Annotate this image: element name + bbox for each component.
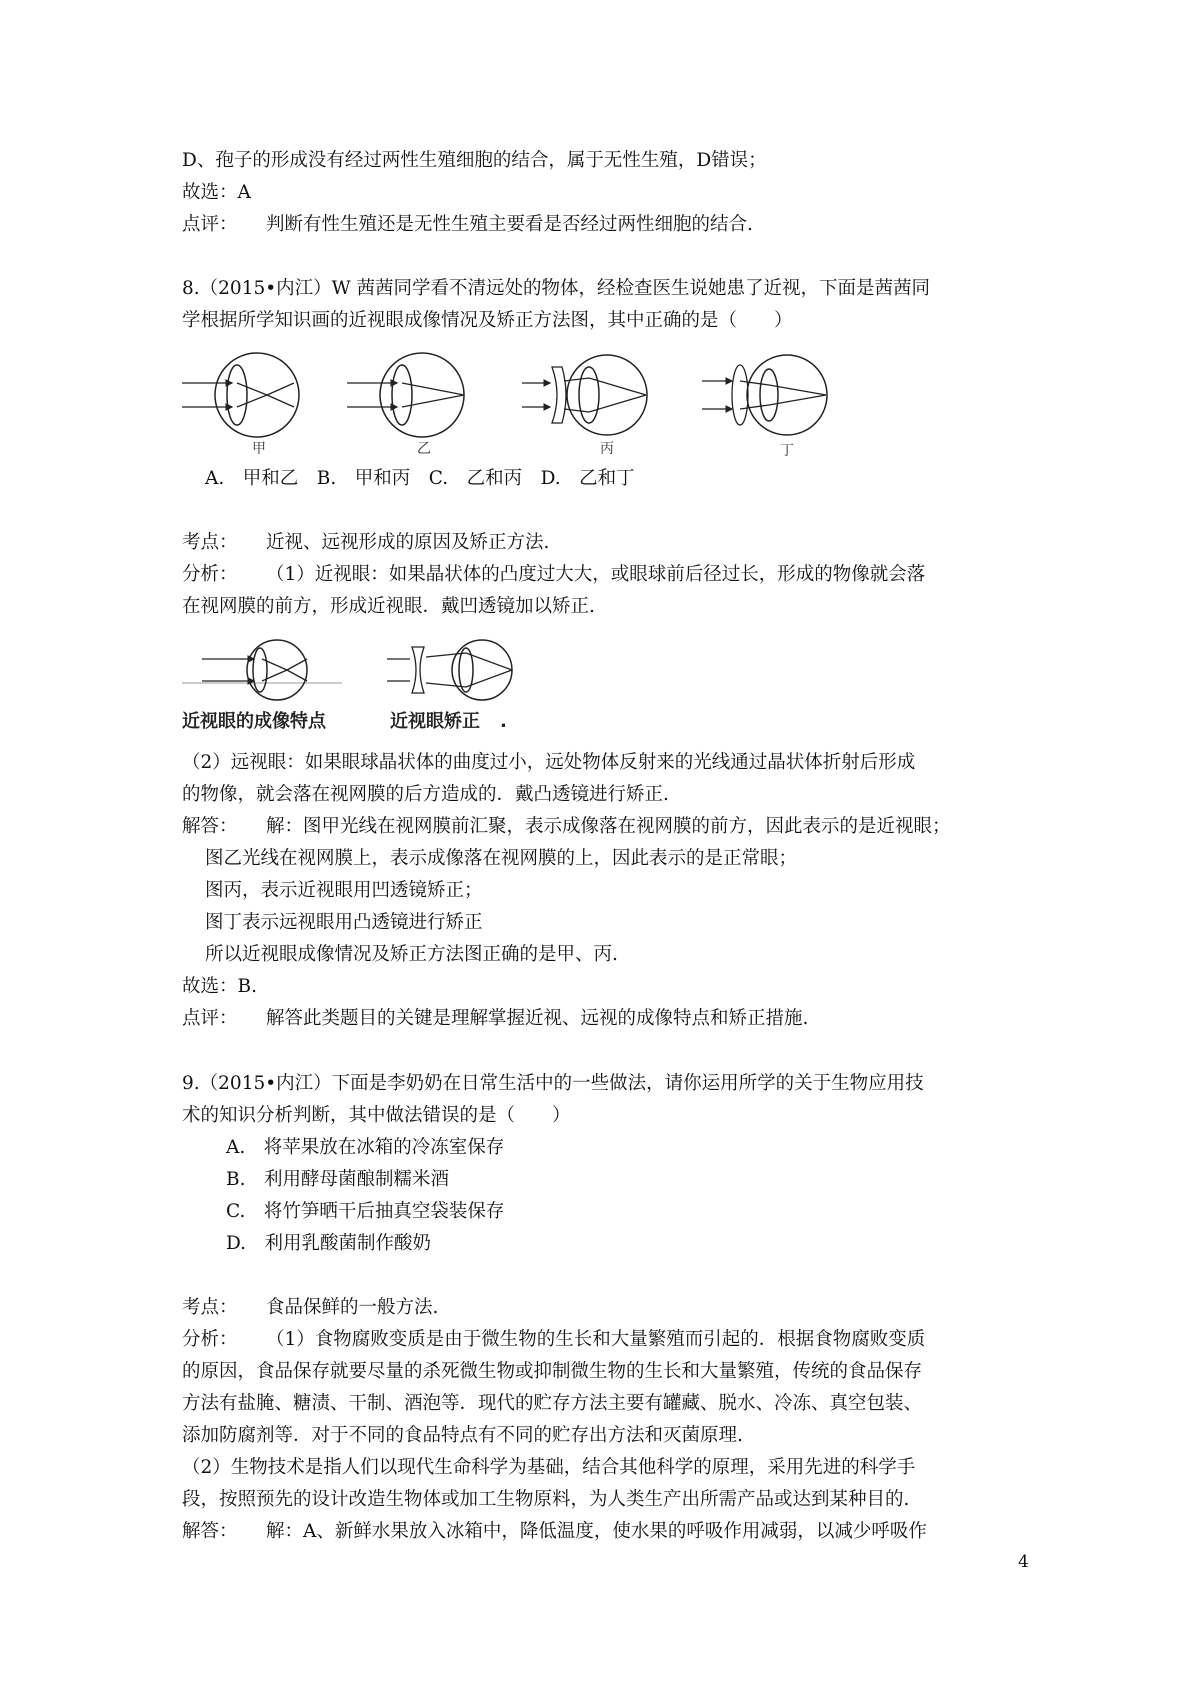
q9-fenxi-line2: 的原因，食品保存就要尽量的杀死微生物或抑制微生物的生长和大量繁殖，传统的食品保存	[182, 1361, 923, 1382]
label-bing: 丙	[600, 441, 614, 457]
q8-jieda-line1	[182, 814, 951, 840]
q7-answer: 故选：A	[182, 182, 251, 203]
myopia-figure	[182, 635, 542, 735]
q8-comment	[182, 1006, 808, 1032]
q8-jieda-line5: 所以近视眼成像情况及矫正方法图正确的是甲、丙.	[205, 944, 618, 965]
q8-jieda-line2: 图乙光线在视网膜上，表示成像落在视网膜的上，因此表示的是正常眼；	[205, 848, 798, 869]
fenxi-label: 分析：	[182, 1329, 238, 1350]
caption-myopia-correction: 近视眼矫正	[390, 711, 480, 732]
comment-label: 点评：	[182, 214, 238, 235]
q9-option-c: C. 将竹笋晒干后抽真空袋装保存	[226, 1201, 505, 1222]
eye-diagram-bing	[522, 355, 647, 457]
kaodian-text: 食品保鲜的一般方法.	[266, 1297, 439, 1318]
page-number: 4	[1018, 1552, 1029, 1572]
fenxi-text: （1）近视眼：如果晶状体的凸度过大大，或眼球前后径过长，形成的物像就会落	[266, 564, 926, 585]
q7-comment	[182, 212, 753, 238]
comment-text: 解答此类题目的关键是理解掌握近视、远视的成像特点和矫正措施.	[266, 1008, 809, 1029]
jieda-text: 解：图甲光线在视网膜前汇聚，表示成像落在视网膜的前方，因此表示的是近视眼；	[266, 816, 951, 837]
q9-fenxi-line4: 添加防腐剂等．对于不同的食品特点有不同的贮存出方法和灭菌原理.	[182, 1425, 743, 1446]
eye-diagram-ding	[702, 355, 827, 459]
q9-fenxi-line1	[182, 1327, 925, 1353]
fenxi-label: 分析：	[182, 564, 238, 585]
q8-answer: 故选：B.	[182, 976, 257, 997]
q8-stem-line2: 学根据所学知识画的近视眼成像情况及矫正方法图，其中正确的是（ ）	[182, 310, 793, 331]
q8-fenxi-line3: （2）远视眼：如果眼球晶状体的曲度过小，远处物体反射来的光线通过晶状体折射后形成	[182, 752, 916, 773]
q8-jieda-line4: 图丁表示远视眼用凸透镜进行矫正	[205, 912, 483, 933]
q9-stem-line1: 9.（2015•内江）下面是李奶奶在日常生活中的一些做法，请你运用所学的关于生物应用技	[182, 1073, 924, 1094]
caption-myopia-imaging: 近视眼的成像特点	[182, 711, 326, 732]
label-ding: 丁	[780, 443, 794, 459]
label-jia: 甲	[252, 441, 266, 457]
fenxi-text: （1）食物腐败变质是由于微生物的生长和大量繁殖而引起的．根据食物腐败变质	[266, 1329, 926, 1350]
myopia-correction-diagram	[387, 640, 512, 732]
q9-fenxi-line3: 方法有盐腌、糖渍、干制、酒泡等．现代的贮存方法主要有罐藏、脱水、冷冻、真空包装、	[182, 1393, 923, 1414]
jieda-label: 解答：	[182, 1521, 238, 1542]
q8-kaodian	[182, 530, 549, 556]
q9-fenxi-line5: （2）生物技术是指人们以现代生命科学为基础，结合其他科学的原理，采用先进的科学手	[182, 1457, 916, 1478]
jieda-text: 解：A、新鲜水果放入冰箱中，降低温度，使水果的呼吸作用减弱，以减少呼吸作	[266, 1521, 927, 1542]
q8-fenxi-line1	[182, 562, 925, 588]
kaodian-label: 考点：	[182, 1297, 238, 1318]
q8-fenxi-line2: 在视网膜的前方，形成近视眼．戴凹透镜加以矫正.	[182, 596, 595, 617]
caption-period: .	[500, 711, 507, 732]
q8-stem-line1: 8.（2015•内江）W 茜茜同学看不清远处的物体，经检查医生说她患了近视，下面是茜茜同	[182, 278, 931, 299]
eye-diagram-jia	[182, 353, 299, 457]
q9-option-a: A. 将苹果放在冰箱的冷冻室保存	[226, 1137, 505, 1158]
kaodian-label: 考点：	[182, 532, 238, 553]
jieda-label: 解答：	[182, 816, 238, 837]
q9-jieda-line1	[182, 1519, 927, 1545]
q8-jieda-line3: 图丙，表示近视眼用凹透镜矫正；	[205, 880, 483, 901]
q9-stem-line2: 术的知识分析判断，其中做法错误的是（ ）	[182, 1105, 571, 1126]
q9-fenxi-line6: 段，按照预先的设计改造生物体或加工生物原料，为人类生产出所需产品或达到某种目的.	[182, 1489, 910, 1510]
q9-option-d: D. 利用乳酸菌制作酸奶	[226, 1233, 432, 1254]
myopia-imaging-diagram	[182, 640, 342, 732]
label-yi: 乙	[417, 441, 431, 457]
comment-label: 点评：	[182, 1008, 238, 1029]
q9-option-b: B. 利用酵母菌酿制糯米酒	[226, 1169, 449, 1190]
q8-eye-diagrams	[182, 345, 902, 460]
eye-diagram-yi	[347, 353, 464, 457]
q8-options: A. 甲和乙 B. 甲和丙 C. 乙和丙 D. 乙和丁	[205, 468, 635, 489]
q8-fenxi-line4: 的物像，就会落在视网膜的后方造成的．戴凸透镜进行矫正.	[182, 784, 669, 805]
kaodian-text: 近视、远视形成的原因及矫正方法.	[266, 532, 550, 553]
comment-text: 判断有性生殖还是无性生殖主要看是否经过两性细胞的结合.	[266, 214, 753, 235]
q7-option-d-explanation: D、孢子的形成没有经过两性生殖细胞的结合，属于无性生殖，D错误；	[182, 150, 767, 171]
q9-kaodian	[182, 1295, 438, 1321]
